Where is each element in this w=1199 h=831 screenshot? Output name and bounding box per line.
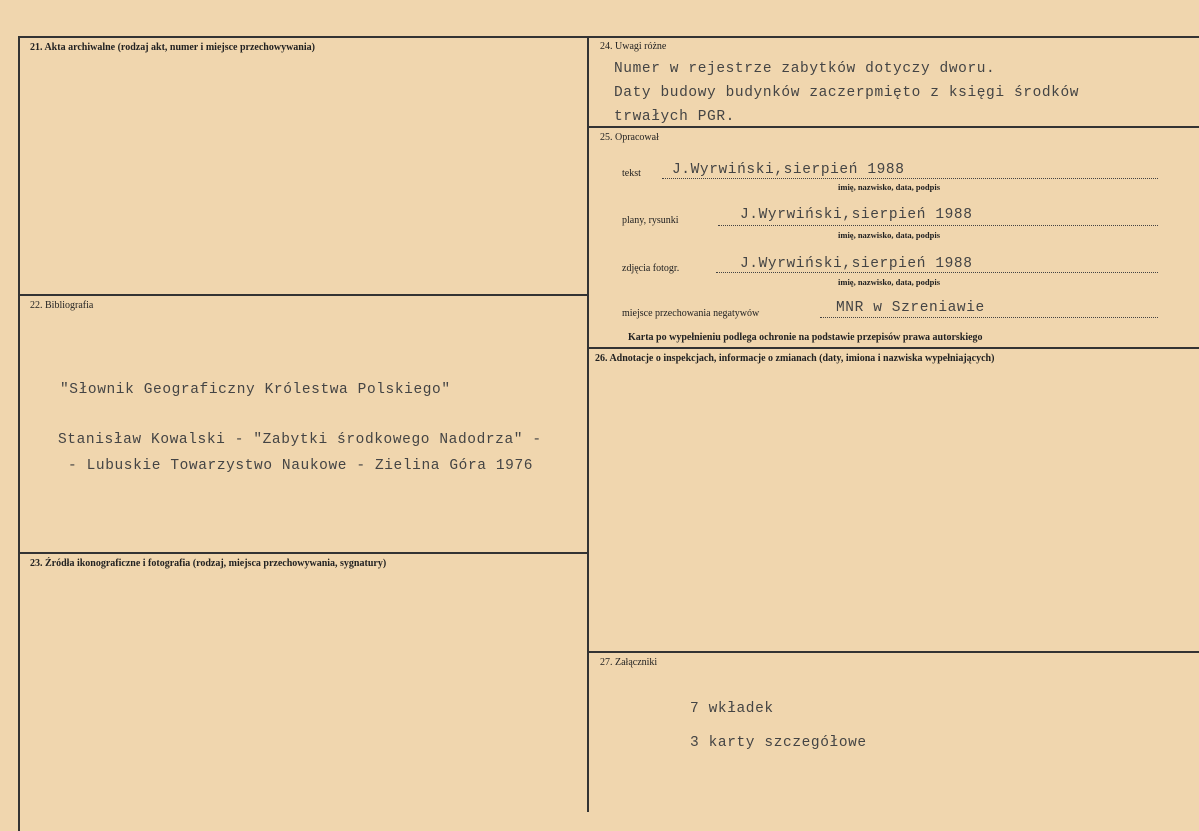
column-divider-line (587, 36, 589, 812)
section-27-title: Załączniki (615, 657, 658, 668)
section-23-title: Źródła ikonograficzne i fotografia (rodzaj, miejsca przechowywania, sygnatury) (45, 558, 387, 569)
divider-25-26 (587, 347, 1199, 349)
section-26-header (595, 353, 994, 364)
section-26-title: Adnotacje o inspekcjach, informacje o zmianach (daty, imiona i nazwiska wypełniających) (609, 353, 995, 364)
divider-22-23 (18, 552, 589, 554)
author-text-value: J.Wyrwiński,sierpień 1988 (672, 162, 905, 178)
section-24-header (600, 41, 666, 52)
section-21-number: 21. (30, 42, 43, 53)
section-25-header (600, 132, 659, 143)
author-photos-line (716, 272, 1158, 273)
negatives-value: MNR w Szreniawie (836, 300, 985, 316)
negatives-label: miejsce przechowania negatywów (622, 308, 760, 319)
author-photos-caption: imię, nazwisko, data, podpis (838, 277, 941, 287)
author-text-label: tekst (622, 168, 641, 179)
remarks-line-2: Daty budowy budynków zaczerpmięto z księgi środków (614, 85, 1080, 101)
section-22-header (30, 300, 93, 311)
author-photos-label: zdjęcia fotogr. (622, 263, 680, 274)
author-plans-line (718, 225, 1158, 226)
section-23-number: 23. (30, 558, 43, 569)
attachment-item-1: 7 wkładek (690, 701, 774, 717)
author-plans-value: J.Wyrwiński,sierpień 1988 (740, 207, 973, 223)
left-border-line (18, 36, 20, 831)
author-photos-value: J.Wyrwiński,sierpień 1988 (740, 256, 973, 272)
top-border-line (18, 36, 1199, 38)
divider-24-25 (587, 126, 1199, 128)
section-23-header (30, 558, 386, 569)
section-22-number: 22. (30, 300, 43, 311)
bibliography-entry-3: - Lubuskie Towarzystwo Naukowe - Zielina Góra 1976 (68, 458, 534, 474)
section-22-title: Bibliografia (45, 300, 94, 311)
author-text-line (662, 178, 1158, 179)
section-25-number: 25. (600, 132, 613, 143)
section-27-header (600, 657, 657, 668)
remarks-line-3: trwałych PGR. (614, 109, 735, 125)
section-27-number: 27. (600, 657, 613, 668)
section-24-title: Uwagi różne (615, 41, 667, 52)
bibliography-entry-2: Stanisław Kowalski - "Zabytki środkowego Nadodrza" - (58, 432, 542, 448)
author-plans-label: plany, rysunki (622, 215, 679, 226)
author-text-caption: imię, nazwisko, data, podpis (838, 182, 941, 192)
section-24-number: 24. (600, 41, 613, 52)
attachment-item-2: 3 karty szczegółowe (690, 735, 867, 751)
divider-21-22 (18, 294, 589, 296)
bibliography-entry-1: "Słownik Geograficzny Królestwa Polskiego" (60, 382, 451, 398)
section-21-title: Akta archiwalne (rodzaj akt, numer i miejsce przechowywania) (44, 42, 315, 53)
divider-26-27 (587, 651, 1199, 653)
remarks-line-1: Numer w rejestrze zabytków dotyczy dworu. (614, 61, 996, 77)
section-25-title: Opracował (615, 132, 659, 143)
copyright-note: Karta po wypełnieniu podlega ochronie na podstawie przepisów prawa autorskiego (628, 332, 983, 343)
negatives-line (820, 317, 1158, 318)
section-21-header (30, 42, 315, 53)
section-26-number: 26. (595, 353, 608, 364)
author-plans-caption: imię, nazwisko, data, podpis (838, 230, 941, 240)
